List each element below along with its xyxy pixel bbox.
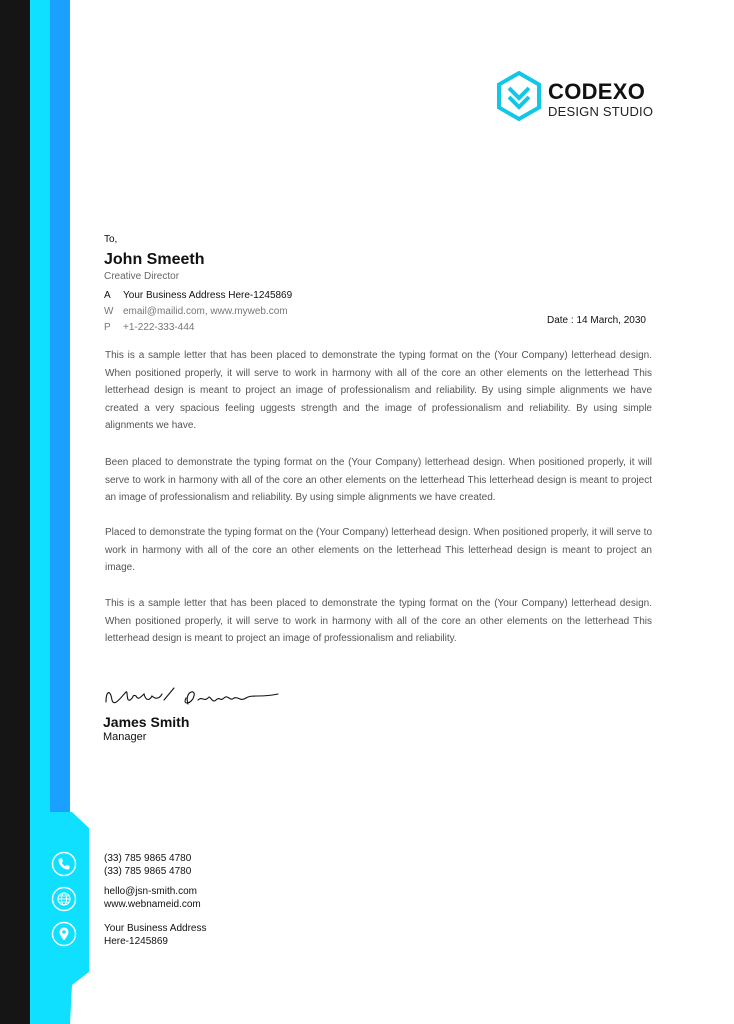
- signatory-name: James Smith: [103, 714, 190, 730]
- handwritten-signature: [102, 682, 280, 714]
- footer-address-line-2: Here-1245869: [104, 936, 168, 947]
- hexagon-chevron-logo-icon: [496, 70, 542, 122]
- letter-date: Date : 14 March, 2030: [547, 315, 646, 326]
- body-paragraph-2: Been placed to demonstrate the typing format on the (Your Company) letterhead design. When positioned properly, it will serve to work in harmony with all of the core an other elements on the letterhead This letterhead design is meant to project an image of professionalism and reliability. By using simple alignments we have created.: [105, 457, 652, 504]
- footer-address-line-1: Your Business Address: [104, 923, 207, 934]
- footer-website: www.webnameid.com: [104, 899, 201, 910]
- recipient-name: John Smeeth: [104, 251, 205, 268]
- signatory-title: Manager: [103, 731, 147, 743]
- footer-phone-1: (33) 785 9865 4780: [104, 853, 192, 864]
- location-pin-icon: [51, 921, 77, 947]
- body-paragraph-3: Placed to demonstrate the typing format on the (Your Company) letterhead design. When positioned properly, it will serve to work in harmony with all of the core an other elements on the letterhead This letterhead design is meant to project an image.: [105, 527, 652, 574]
- phone-icon: [51, 851, 77, 877]
- recipient-title: Creative Director: [104, 271, 180, 282]
- recipient-address: Your Business Address Here-1245869: [123, 290, 293, 301]
- footer-phone-2: (33) 785 9865 4780: [104, 866, 192, 877]
- web-key: W: [104, 306, 114, 317]
- recipient-phone: +1-222-333-444: [123, 322, 195, 333]
- left-black-stripe: [0, 0, 30, 1024]
- company-name: CODEXO: [548, 79, 646, 104]
- globe-icon: [51, 886, 77, 912]
- company-logo: [496, 70, 666, 122]
- company-tagline: DESIGN STUDIO: [548, 104, 654, 119]
- recipient-web: email@mailid.com, www.myweb.com: [123, 306, 288, 317]
- phone-key: P: [104, 322, 111, 333]
- footer-email: hello@jsn-smith.com: [104, 886, 197, 897]
- address-key: A: [104, 290, 111, 301]
- body-paragraph-1: This is a sample letter that has been placed to demonstrate the typing format on the (Your Company) letterhead design. When positioned properly, it will serve to work in harmony with all of the core an other elements on the letterhead This letterhead design is meant to project an image of professionalism and reliability. By using simple alignments we have created a very spacious feeling uggests strength and the image of professionalism and reliability. By using simple alignments we have.: [105, 350, 652, 432]
- salutation: To,: [104, 234, 118, 245]
- left-cyan-stripe: [30, 0, 50, 1024]
- body-paragraph-4: This is a sample letter that has been placed to demonstrate the typing format on the (Your Company) letterhead design. When positioned properly, it will serve to work in harmony with all of the core an other elements on the letterhead This letterhead design is meant to project an image of professionalism and reliability.: [105, 598, 652, 645]
